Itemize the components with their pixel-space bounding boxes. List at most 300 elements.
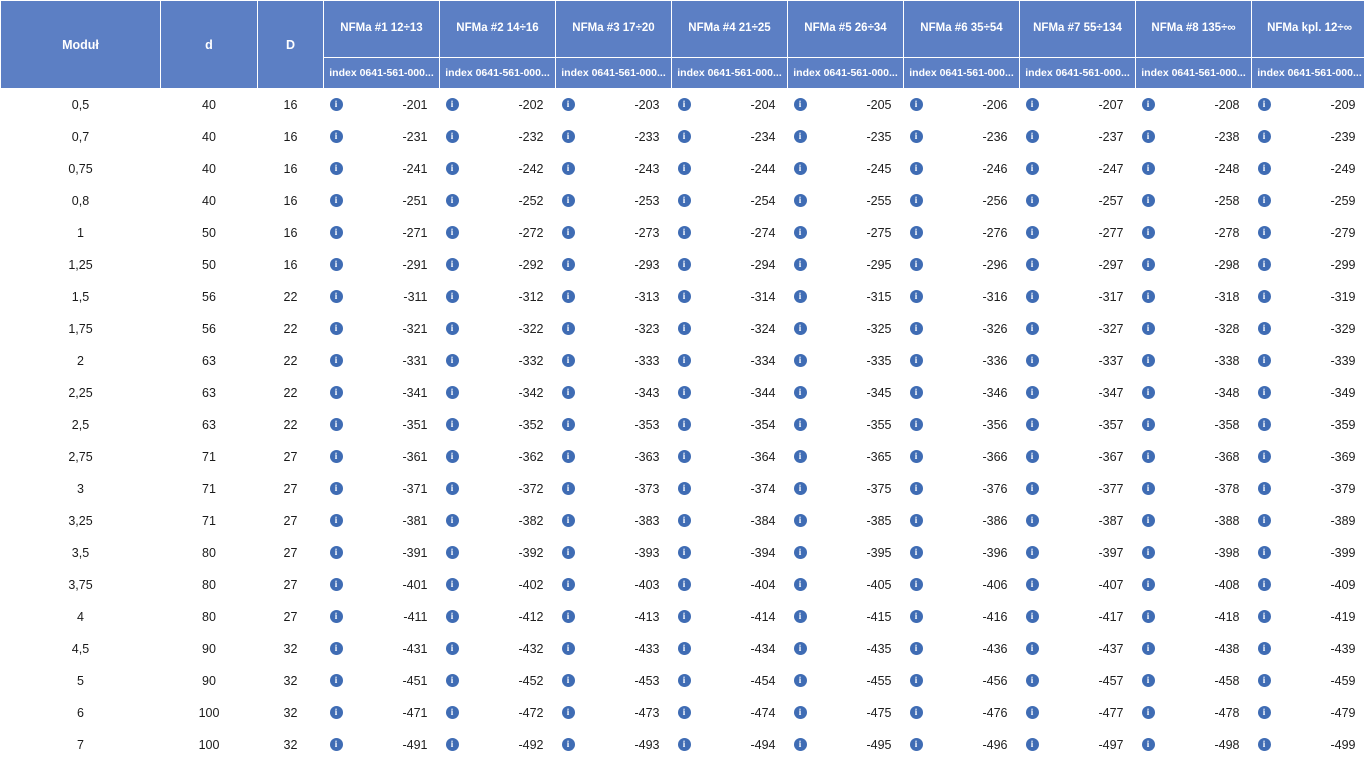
cell-variant-value <box>324 569 440 601</box>
info-icon[interactable]: i <box>1142 450 1155 463</box>
info-icon[interactable]: i <box>330 162 343 175</box>
table-row <box>1 313 1364 345</box>
info-icon[interactable]: i <box>1026 98 1039 111</box>
info-icon[interactable]: i <box>794 322 807 335</box>
cell-variant-value <box>1136 601 1252 633</box>
cell-d: 50 <box>161 217 258 249</box>
info-icon[interactable]: i <box>1026 674 1039 687</box>
info-icon[interactable]: i <box>678 546 691 559</box>
value-text: -382 <box>518 513 544 528</box>
info-icon[interactable]: i <box>678 738 691 751</box>
value-wrapper <box>1258 354 1358 368</box>
info-icon[interactable]: i <box>446 322 459 335</box>
value-wrapper <box>1026 578 1126 592</box>
group-header-index-2: index 0641-561-000... <box>440 58 556 89</box>
cell-d: 63 <box>161 377 258 409</box>
info-icon[interactable]: i <box>562 386 575 399</box>
cell-variant-value <box>324 473 440 505</box>
value-wrapper <box>1026 322 1126 336</box>
info-icon[interactable]: i <box>330 546 343 559</box>
info-icon[interactable]: i <box>910 482 923 495</box>
info-icon[interactable]: i <box>910 546 923 559</box>
info-icon[interactable]: i <box>562 514 575 527</box>
value-text: -351 <box>402 417 428 432</box>
info-icon[interactable]: i <box>678 226 691 239</box>
info-icon[interactable]: i <box>1258 578 1271 591</box>
value-text: -341 <box>402 385 428 400</box>
info-icon[interactable]: i <box>562 98 575 111</box>
value-text: -362 <box>518 449 544 464</box>
info-icon[interactable]: i <box>1142 578 1155 591</box>
info-icon[interactable]: i <box>678 610 691 623</box>
info-icon[interactable]: i <box>1026 162 1039 175</box>
value-text: -475 <box>866 705 892 720</box>
info-icon[interactable]: i <box>794 290 807 303</box>
info-icon[interactable]: i <box>446 130 459 143</box>
info-icon[interactable]: i <box>1026 258 1039 271</box>
info-icon[interactable]: i <box>1026 706 1039 719</box>
info-icon[interactable]: i <box>794 546 807 559</box>
info-icon[interactable]: i <box>1026 450 1039 463</box>
value-text: -315 <box>866 289 892 304</box>
info-icon[interactable]: i <box>910 674 923 687</box>
info-icon[interactable]: i <box>562 706 575 719</box>
cell-variant-value <box>788 537 904 569</box>
info-icon[interactable]: i <box>1258 706 1271 719</box>
value-wrapper <box>1026 194 1126 208</box>
info-icon[interactable]: i <box>330 354 343 367</box>
info-icon[interactable]: i <box>910 130 923 143</box>
cell-variant-value <box>904 729 1020 761</box>
info-icon[interactable]: i <box>794 578 807 591</box>
info-icon[interactable]: i <box>678 322 691 335</box>
info-icon[interactable]: i <box>794 386 807 399</box>
info-icon[interactable]: i <box>1026 322 1039 335</box>
info-icon[interactable]: i <box>1258 514 1271 527</box>
info-icon[interactable]: i <box>562 610 575 623</box>
info-icon[interactable]: i <box>562 194 575 207</box>
info-icon[interactable]: i <box>1142 706 1155 719</box>
info-icon[interactable]: i <box>910 610 923 623</box>
cell-variant-value <box>904 281 1020 313</box>
cell-variant-value <box>672 537 788 569</box>
info-icon[interactable]: i <box>910 226 923 239</box>
info-icon[interactable]: i <box>1026 290 1039 303</box>
value-text: -404 <box>750 577 776 592</box>
info-icon[interactable]: i <box>910 162 923 175</box>
value-wrapper <box>446 226 546 240</box>
cell-variant-value <box>1252 729 1364 761</box>
cell-variant-value <box>904 89 1020 121</box>
info-icon[interactable]: i <box>1142 738 1155 751</box>
info-icon[interactable]: i <box>446 738 459 751</box>
value-text: -411 <box>403 609 428 624</box>
info-icon[interactable]: i <box>910 738 923 751</box>
info-icon[interactable]: i <box>1258 226 1271 239</box>
info-icon[interactable]: i <box>1142 546 1155 559</box>
cell-variant-value <box>672 185 788 217</box>
info-icon[interactable]: i <box>446 418 459 431</box>
info-icon[interactable]: i <box>446 226 459 239</box>
info-icon[interactable]: i <box>562 162 575 175</box>
value-wrapper <box>794 418 894 432</box>
info-icon[interactable]: i <box>446 290 459 303</box>
info-icon[interactable]: i <box>562 482 575 495</box>
info-icon[interactable]: i <box>446 354 459 367</box>
info-icon[interactable]: i <box>910 706 923 719</box>
info-icon[interactable]: i <box>562 258 575 271</box>
info-icon[interactable]: i <box>1258 162 1271 175</box>
info-icon[interactable]: i <box>1142 98 1155 111</box>
info-icon[interactable]: i <box>1258 450 1271 463</box>
cell-variant-value <box>324 249 440 281</box>
info-icon[interactable]: i <box>794 130 807 143</box>
value-wrapper <box>330 226 430 240</box>
info-icon[interactable]: i <box>446 194 459 207</box>
info-icon[interactable]: i <box>562 578 575 591</box>
info-icon[interactable]: i <box>330 738 343 751</box>
cell-variant-value <box>1136 153 1252 185</box>
value-wrapper <box>678 290 778 304</box>
value-wrapper <box>1026 642 1126 656</box>
info-icon[interactable]: i <box>1142 610 1155 623</box>
info-icon[interactable]: i <box>1026 482 1039 495</box>
info-icon[interactable]: i <box>562 322 575 335</box>
value-text: -323 <box>634 321 660 336</box>
info-icon[interactable]: i <box>910 642 923 655</box>
cell-variant-value <box>324 441 440 473</box>
info-icon[interactable]: i <box>1258 98 1271 111</box>
info-icon[interactable]: i <box>330 386 343 399</box>
info-icon[interactable]: i <box>910 514 923 527</box>
info-icon[interactable]: i <box>910 354 923 367</box>
info-icon[interactable]: i <box>330 258 343 271</box>
info-icon[interactable]: i <box>446 610 459 623</box>
info-icon[interactable]: i <box>794 674 807 687</box>
info-icon[interactable]: i <box>794 514 807 527</box>
info-icon[interactable]: i <box>910 290 923 303</box>
value-text: -409 <box>1330 577 1356 592</box>
info-icon[interactable]: i <box>562 290 575 303</box>
cell-variant-value <box>1020 441 1136 473</box>
info-icon[interactable]: i <box>1142 194 1155 207</box>
value-wrapper <box>1142 706 1242 720</box>
info-icon[interactable]: i <box>1142 514 1155 527</box>
cell-variant-value <box>440 217 556 249</box>
info-icon[interactable]: i <box>1026 642 1039 655</box>
info-icon[interactable]: i <box>1026 386 1039 399</box>
value-wrapper <box>562 354 662 368</box>
info-icon[interactable]: i <box>330 578 343 591</box>
info-icon[interactable]: i <box>446 642 459 655</box>
value-text: -353 <box>634 417 660 432</box>
info-icon[interactable]: i <box>1258 546 1271 559</box>
value-wrapper <box>910 162 1010 176</box>
info-icon[interactable]: i <box>330 610 343 623</box>
value-wrapper <box>1142 642 1242 656</box>
cell-modul: 7 <box>1 729 161 761</box>
info-icon[interactable]: i <box>330 674 343 687</box>
table-row <box>1 473 1364 505</box>
info-icon[interactable]: i <box>446 258 459 271</box>
cell-modul: 2,25 <box>1 377 161 409</box>
info-icon[interactable]: i <box>1258 322 1271 335</box>
cell-variant-value <box>1136 377 1252 409</box>
info-icon[interactable]: i <box>678 674 691 687</box>
cell-variant-value <box>788 185 904 217</box>
value-wrapper <box>1142 482 1242 496</box>
info-icon[interactable]: i <box>794 162 807 175</box>
info-icon[interactable]: i <box>1258 354 1271 367</box>
table-header <box>1 1 1364 89</box>
info-icon[interactable]: i <box>910 386 923 399</box>
info-icon[interactable]: i <box>1258 482 1271 495</box>
value-text: -476 <box>982 705 1008 720</box>
info-icon[interactable]: i <box>678 98 691 111</box>
cell-D: 27 <box>258 441 324 473</box>
value-wrapper <box>330 674 430 688</box>
info-icon[interactable]: i <box>794 450 807 463</box>
info-icon[interactable]: i <box>330 98 343 111</box>
value-wrapper <box>1258 738 1358 752</box>
info-icon[interactable]: i <box>330 706 343 719</box>
info-icon[interactable]: i <box>1142 162 1155 175</box>
value-text: -491 <box>402 737 428 752</box>
info-icon[interactable]: i <box>1026 514 1039 527</box>
cell-variant-value <box>672 377 788 409</box>
value-text: -249 <box>1330 161 1356 176</box>
value-text: -325 <box>866 321 892 336</box>
info-icon[interactable]: i <box>1026 354 1039 367</box>
info-icon[interactable]: i <box>678 194 691 207</box>
info-icon[interactable]: i <box>678 258 691 271</box>
info-icon[interactable]: i <box>910 418 923 431</box>
cell-variant-value <box>1136 409 1252 441</box>
cell-variant-value <box>1020 697 1136 729</box>
info-icon[interactable]: i <box>794 642 807 655</box>
info-icon[interactable]: i <box>1142 322 1155 335</box>
info-icon[interactable]: i <box>562 450 575 463</box>
value-text: -416 <box>982 609 1008 624</box>
info-icon[interactable]: i <box>330 642 343 655</box>
info-icon[interactable]: i <box>330 418 343 431</box>
value-wrapper <box>562 546 662 560</box>
info-icon[interactable]: i <box>1142 418 1155 431</box>
info-icon[interactable]: i <box>1142 482 1155 495</box>
value-wrapper <box>1258 162 1358 176</box>
info-icon[interactable]: i <box>1258 130 1271 143</box>
info-icon[interactable]: i <box>1258 610 1271 623</box>
value-wrapper <box>1026 674 1126 688</box>
value-wrapper <box>330 642 430 656</box>
cell-D: 22 <box>258 345 324 377</box>
info-icon[interactable]: i <box>910 98 923 111</box>
info-icon[interactable]: i <box>562 226 575 239</box>
cell-variant-value <box>440 121 556 153</box>
cell-modul: 0,75 <box>1 153 161 185</box>
value-wrapper <box>1026 418 1126 432</box>
info-icon[interactable]: i <box>678 162 691 175</box>
group-header-index-5: index 0641-561-000... <box>788 58 904 89</box>
info-icon[interactable]: i <box>1026 546 1039 559</box>
value-text: -385 <box>866 513 892 528</box>
value-text: -383 <box>634 513 660 528</box>
value-wrapper <box>446 706 546 720</box>
cell-variant-value <box>440 665 556 697</box>
info-icon[interactable]: i <box>678 290 691 303</box>
info-icon[interactable]: i <box>330 130 343 143</box>
value-text: -374 <box>750 481 776 496</box>
info-icon[interactable]: i <box>330 482 343 495</box>
info-icon[interactable]: i <box>678 514 691 527</box>
info-icon[interactable]: i <box>446 450 459 463</box>
value-wrapper <box>794 514 894 528</box>
info-icon[interactable]: i <box>910 450 923 463</box>
value-wrapper <box>1258 258 1358 272</box>
value-wrapper <box>1026 162 1126 176</box>
value-wrapper <box>330 706 430 720</box>
info-icon[interactable]: i <box>1142 290 1155 303</box>
info-icon[interactable]: i <box>330 322 343 335</box>
info-icon[interactable]: i <box>1258 258 1271 271</box>
info-icon[interactable]: i <box>794 194 807 207</box>
info-icon[interactable]: i <box>1258 194 1271 207</box>
value-wrapper <box>678 162 778 176</box>
cell-d: 40 <box>161 185 258 217</box>
info-icon[interactable]: i <box>1142 130 1155 143</box>
info-icon[interactable]: i <box>562 546 575 559</box>
info-icon[interactable]: i <box>1026 610 1039 623</box>
info-icon[interactable]: i <box>1026 578 1039 591</box>
value-text: -209 <box>1330 97 1356 112</box>
value-wrapper <box>1258 98 1358 112</box>
info-icon[interactable]: i <box>330 194 343 207</box>
group-header-index-6: index 0641-561-000... <box>904 58 1020 89</box>
info-icon[interactable]: i <box>1026 738 1039 751</box>
value-text: -299 <box>1330 257 1356 272</box>
info-icon[interactable]: i <box>562 738 575 751</box>
info-icon[interactable]: i <box>1142 674 1155 687</box>
info-icon[interactable]: i <box>1142 386 1155 399</box>
info-icon[interactable]: i <box>446 674 459 687</box>
value-wrapper <box>1142 130 1242 144</box>
value-wrapper <box>1142 546 1242 560</box>
info-icon[interactable]: i <box>910 322 923 335</box>
info-icon[interactable]: i <box>794 258 807 271</box>
info-icon[interactable]: i <box>678 578 691 591</box>
cell-variant-value <box>324 729 440 761</box>
info-icon[interactable]: i <box>678 642 691 655</box>
value-wrapper <box>562 674 662 688</box>
info-icon[interactable]: i <box>678 418 691 431</box>
info-icon[interactable]: i <box>678 130 691 143</box>
cell-modul: 3,75 <box>1 569 161 601</box>
info-icon[interactable]: i <box>562 418 575 431</box>
info-icon[interactable]: i <box>678 354 691 367</box>
value-wrapper <box>678 482 778 496</box>
info-icon[interactable]: i <box>794 354 807 367</box>
cell-variant-value <box>324 697 440 729</box>
info-icon[interactable]: i <box>794 226 807 239</box>
value-text: -203 <box>634 97 660 112</box>
info-icon[interactable]: i <box>1026 226 1039 239</box>
info-icon[interactable]: i <box>562 642 575 655</box>
table-row <box>1 409 1364 441</box>
info-icon[interactable]: i <box>910 578 923 591</box>
info-icon[interactable]: i <box>678 706 691 719</box>
info-icon[interactable]: i <box>794 610 807 623</box>
info-icon[interactable]: i <box>446 706 459 719</box>
value-wrapper <box>562 578 662 592</box>
info-icon[interactable]: i <box>1258 642 1271 655</box>
cell-variant-value <box>440 249 556 281</box>
info-icon[interactable]: i <box>446 162 459 175</box>
info-icon[interactable]: i <box>1142 642 1155 655</box>
info-icon[interactable]: i <box>562 674 575 687</box>
info-icon[interactable]: i <box>910 258 923 271</box>
value-wrapper <box>910 354 1010 368</box>
info-icon[interactable]: i <box>446 482 459 495</box>
value-text: -254 <box>750 193 776 208</box>
info-icon[interactable]: i <box>910 194 923 207</box>
value-wrapper <box>910 226 1010 240</box>
info-icon[interactable]: i <box>1026 194 1039 207</box>
info-icon[interactable]: i <box>678 386 691 399</box>
value-wrapper <box>794 98 894 112</box>
table-row <box>1 249 1364 281</box>
info-icon[interactable]: i <box>794 706 807 719</box>
info-icon[interactable]: i <box>446 98 459 111</box>
info-icon[interactable]: i <box>794 738 807 751</box>
cell-D: 27 <box>258 601 324 633</box>
info-icon[interactable]: i <box>1258 738 1271 751</box>
cell-variant-value <box>1136 121 1252 153</box>
info-icon[interactable]: i <box>1026 130 1039 143</box>
value-wrapper <box>330 482 430 496</box>
value-wrapper <box>1142 98 1242 112</box>
info-icon[interactable]: i <box>1142 258 1155 271</box>
info-icon[interactable]: i <box>1258 290 1271 303</box>
info-icon[interactable]: i <box>330 514 343 527</box>
info-icon[interactable]: i <box>446 546 459 559</box>
info-icon[interactable]: i <box>794 98 807 111</box>
value-wrapper <box>910 642 1010 656</box>
info-icon[interactable]: i <box>1142 226 1155 239</box>
info-icon[interactable]: i <box>446 514 459 527</box>
cell-variant-value <box>672 217 788 249</box>
cell-variant-value <box>904 409 1020 441</box>
info-icon[interactable]: i <box>1258 418 1271 431</box>
info-icon[interactable]: i <box>330 450 343 463</box>
info-icon[interactable]: i <box>1258 386 1271 399</box>
info-icon[interactable]: i <box>1026 418 1039 431</box>
info-icon[interactable]: i <box>794 418 807 431</box>
table-row <box>1 601 1364 633</box>
info-icon[interactable]: i <box>794 482 807 495</box>
cell-variant-value <box>1136 89 1252 121</box>
info-icon[interactable]: i <box>330 290 343 303</box>
info-icon[interactable]: i <box>678 482 691 495</box>
info-icon[interactable]: i <box>678 450 691 463</box>
info-icon[interactable]: i <box>446 386 459 399</box>
info-icon[interactable]: i <box>562 354 575 367</box>
info-icon[interactable]: i <box>1258 674 1271 687</box>
value-text: -342 <box>518 385 544 400</box>
info-icon[interactable]: i <box>330 226 343 239</box>
info-icon[interactable]: i <box>1142 354 1155 367</box>
info-icon[interactable]: i <box>562 130 575 143</box>
info-icon[interactable]: i <box>446 578 459 591</box>
